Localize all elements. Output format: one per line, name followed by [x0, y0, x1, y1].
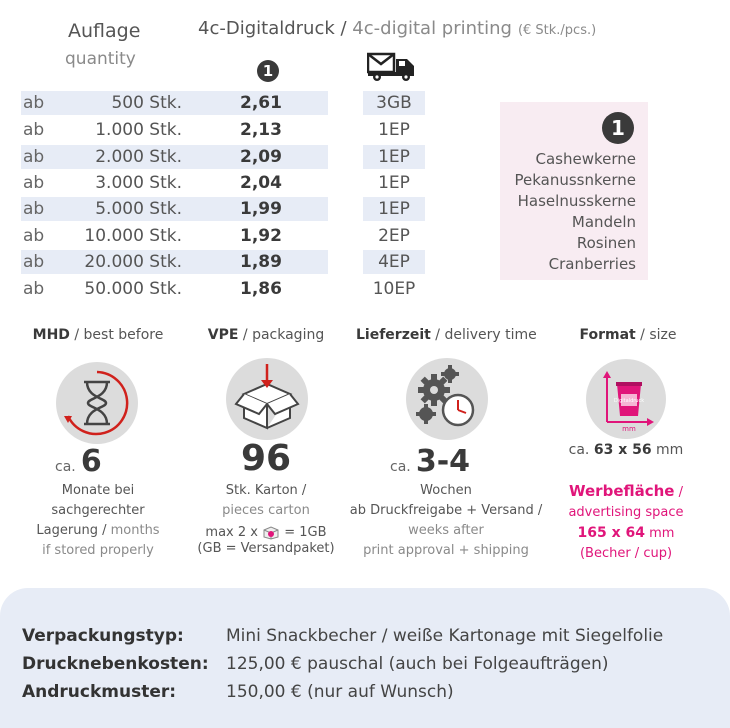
delivery-title: Lieferzeit / delivery time — [356, 327, 537, 343]
price-cell: 2,13 — [240, 120, 282, 140]
shipping-unit-cell: 1EP — [378, 173, 410, 193]
packaging-type-value: Mini Snackbecher / weiße Kartonage mit Siegelfolie — [226, 626, 664, 646]
ingredient-item: Mandeln — [571, 213, 636, 231]
ingredient-item: Haselnusskerne — [517, 192, 636, 210]
shipping-unit-cell: 1EP — [378, 120, 410, 140]
title-de: 4c-Digitaldruck — [198, 18, 335, 39]
ingredient-item: Cashewkerne — [535, 150, 636, 168]
delivery-description: Wochen ab Druckfreigabe + Versand / weeks after print approval + shipping — [349, 483, 543, 558]
box-icon — [224, 356, 310, 446]
vpe-description: Stk. Karton / pieces carton max 2 x = 1GB (GB = Versandpaket) — [197, 483, 335, 556]
ab-label: ab — [23, 173, 45, 193]
shipping-unit-cell: 4EP — [363, 250, 425, 274]
price-cell: 1,99 — [240, 199, 282, 219]
quantity-cell: 10.000 Stk. — [84, 226, 182, 246]
quantity-cell: 50.000 Stk. — [84, 279, 182, 299]
title-separator: / — [334, 18, 353, 39]
quantity-cell: 500 Stk. — [111, 93, 182, 113]
ab-label: ab — [23, 93, 45, 113]
proof-sample-label: Andruckmuster: — [22, 682, 177, 702]
quantity-cell: 3.000 Stk. — [95, 173, 182, 193]
delivery-value: ca. 3-4 — [390, 444, 471, 479]
quantity-heading-en: quantity — [65, 49, 136, 69]
vpe-title: VPE / packaging — [207, 327, 325, 343]
footnote-badge: 1 — [602, 112, 634, 144]
price-cell: 1,92 — [240, 226, 282, 246]
print-costs-label: Drucknebenkosten: — [22, 654, 209, 674]
shipping-unit-cell: 2EP — [378, 226, 410, 246]
proof-sample-value: 150,00 € (nur auf Wunsch) — [226, 682, 454, 702]
format-title: Format / size — [579, 327, 677, 343]
table-row — [21, 171, 328, 195]
quantity-cell: 1.000 Stk. — [95, 120, 182, 140]
ab-label: ab — [23, 279, 45, 299]
shipping-unit-cell: 1EP — [363, 197, 425, 221]
product-details-footer — [0, 588, 730, 728]
shipping-unit-cell: 10EP — [372, 279, 416, 299]
format-size: ca. 63 x 56 mm — [568, 442, 684, 458]
ingredient-item: Cranberries — [548, 255, 636, 273]
mm-axis-label: mm — [622, 425, 636, 433]
envelope-truck-icon — [367, 52, 419, 86]
ingredient-item: Pekanussnkerne — [514, 171, 636, 189]
title-unit: (€ Stk./pcs.) — [517, 23, 597, 38]
packaging-type-label: Verpackungstyp: — [22, 626, 184, 646]
price-cell: 2,04 — [240, 173, 282, 193]
quantity-cell: 2.000 Stk. — [95, 147, 182, 167]
table-row — [21, 197, 328, 221]
price-cell: 1,89 — [240, 252, 282, 272]
table-row — [21, 145, 328, 169]
table-row — [21, 224, 328, 248]
mhd-description: Monate bei sachgerechter Lagerung / months if stored properly — [36, 483, 160, 558]
table-row — [21, 250, 328, 274]
ingredients-box — [500, 102, 648, 280]
quantity-cell: 5.000 Stk. — [95, 199, 182, 219]
mhd-value: ca. 6 — [55, 444, 102, 479]
cup-dimensions-icon — [585, 358, 667, 444]
ab-label: ab — [23, 226, 45, 246]
advertising-space: Werbefläche / advertising space 165 x 64 mm (Becher / cup) — [568, 482, 684, 561]
price-table-title — [198, 18, 596, 39]
price-cell: 2,09 — [240, 147, 282, 167]
quantity-heading-de: Auflage — [68, 20, 141, 42]
shipping-unit-cell: 3GB — [363, 91, 425, 115]
mhd-title: MHD / best before — [32, 327, 164, 343]
ingredient-item: Rosinen — [576, 234, 636, 252]
title-en: 4c-digital printing — [352, 18, 512, 39]
price-cell: 1,86 — [240, 279, 282, 299]
footnote-badge: 1 — [257, 60, 279, 82]
gears-clock-icon — [404, 356, 490, 446]
table-row — [21, 91, 328, 115]
hourglass-icon — [54, 360, 140, 450]
table-row — [21, 118, 328, 142]
ab-label: ab — [23, 120, 45, 140]
shipping-unit-cell: 1EP — [363, 145, 425, 169]
ab-label: ab — [23, 199, 45, 219]
cup-label: Digitaldruck — [613, 398, 645, 404]
print-costs-value: 125,00 € pauschal (auch bei Folgeaufträgen) — [226, 654, 609, 674]
price-cell: 2,61 — [240, 93, 282, 113]
ab-label: ab — [23, 252, 45, 272]
quantity-cell: 20.000 Stk. — [84, 252, 182, 272]
table-row — [21, 277, 328, 301]
ab-label: ab — [23, 147, 45, 167]
box-icon — [262, 526, 280, 540]
vpe-value: 96 — [240, 438, 292, 479]
